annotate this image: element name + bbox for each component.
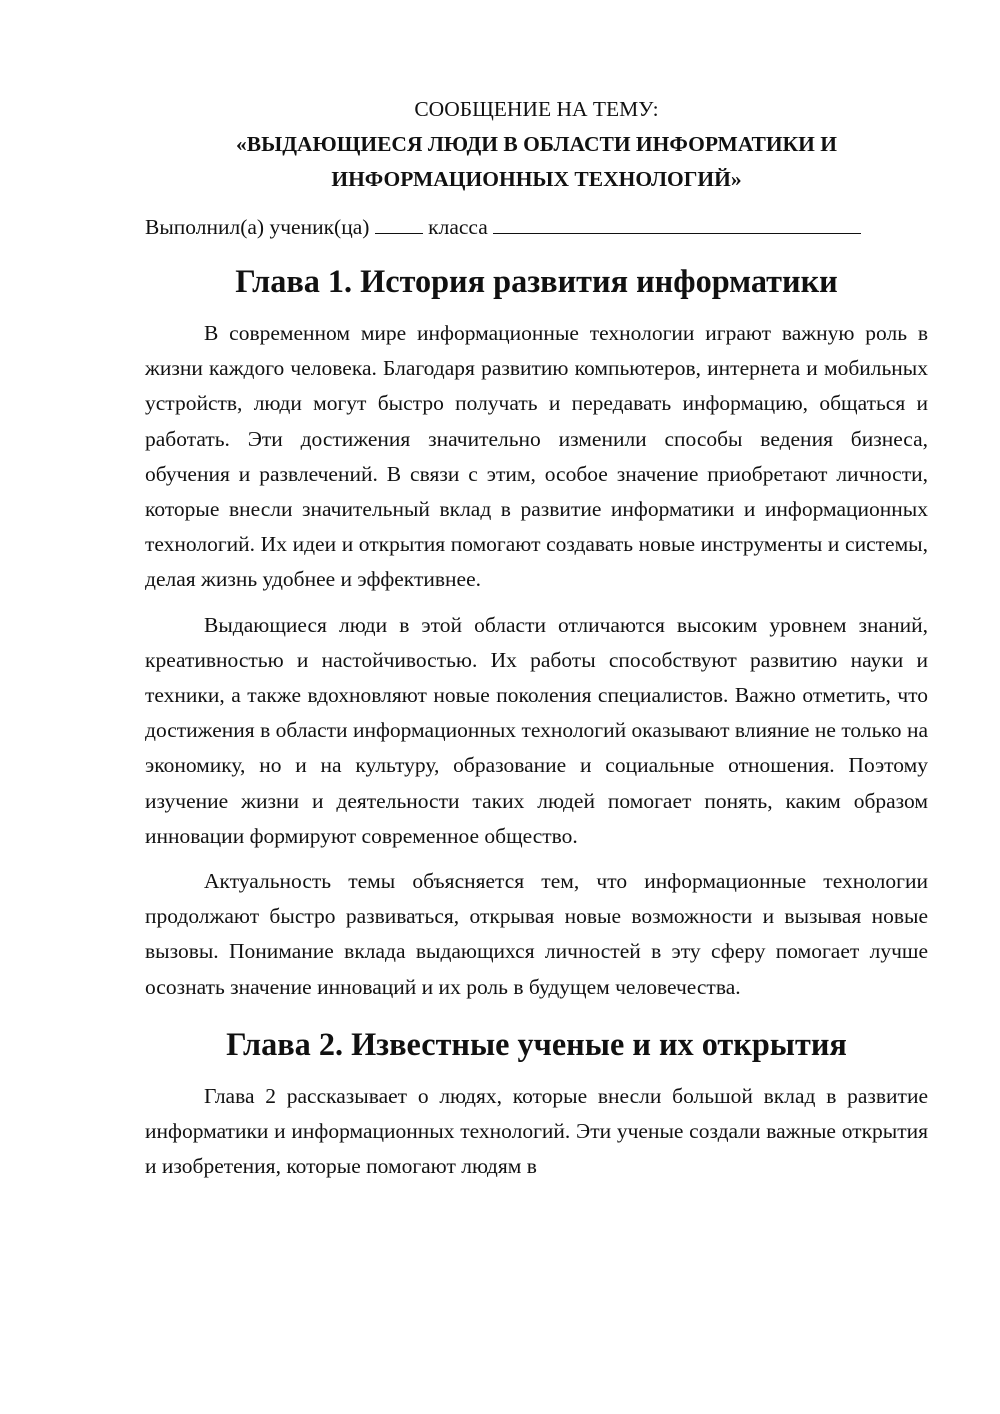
chapter-2-paragraph-1: Глава 2 рассказывает о людях, которые внесли большой вклад в развитие информатики и информационных технологий. Эти ученые создали важные открытия и изобретения, которые помогают людям в (145, 1084, 928, 1179)
document-title: «ВЫДАЮЩИЕСЯ ЛЮДИ В ОБЛАСТИ ИНФОРМАТИКИ И ИНФОРМАЦИОННЫХ ТЕХНОЛОГИЙ» (236, 132, 837, 192)
chapter-1-paragraph-2: Выдающиеся люди в этой области отличаются высоким уровнем знаний, креативностью и настойчивостью. Их работы способствуют развитию науки и техники, а также вдохновляют новые поколения специалистов. Важно отметить, что достижения в области информационных технологий оказывают влияние не только на экономику, но и на культуру, образование и социальные отношения. Поэтому изучение жизни и деятельности таких людей помогает понять, каким образом инновации формируют современное общество. (145, 612, 928, 848)
chapter-1-paragraph-1: В современном мире информационные технологии играют важную роль в жизни каждого человека. Благодаря развитию компьютеров, интернета и мобильных устройств, люди могут быстро получать и передавать информацию, общаться и работать. Эти достижения значительно изменили способы ведения бизнеса, обучения и развлечений. В связи с этим, особое значение приобретают личности, которые внесли значительный вклад в развитие информатики и информационных технологий. Их идеи и открытия помогают создавать новые инструменты и системы, делая жизнь удобнее и эффективнее. (145, 321, 928, 592)
name-blank-field (493, 211, 861, 234)
author-prefix: Выполнил(а) ученик(ца) (145, 214, 370, 239)
author-line (145, 210, 928, 245)
chapter-1-heading: Глава 1. История развития информатики (235, 262, 838, 299)
subject-line: СООБЩЕНИЕ НА ТЕМУ: (414, 97, 659, 121)
chapter-1-paragraph-3: Актуальность темы объясняется тем, что информационные технологии продолжают быстро развиваться, открывая новые возможности и вызывая новые вызовы. Понимание вклада выдающихся личностей в эту сферу помогает лучше осознать значение инноваций и их роль в будущем человечества. (145, 869, 928, 999)
author-middle: класса (428, 214, 488, 239)
document-page (145, 92, 928, 1185)
grade-blank-field (375, 211, 423, 234)
chapter-2-heading: Глава 2. Известные ученые и их открытия (226, 1025, 847, 1062)
